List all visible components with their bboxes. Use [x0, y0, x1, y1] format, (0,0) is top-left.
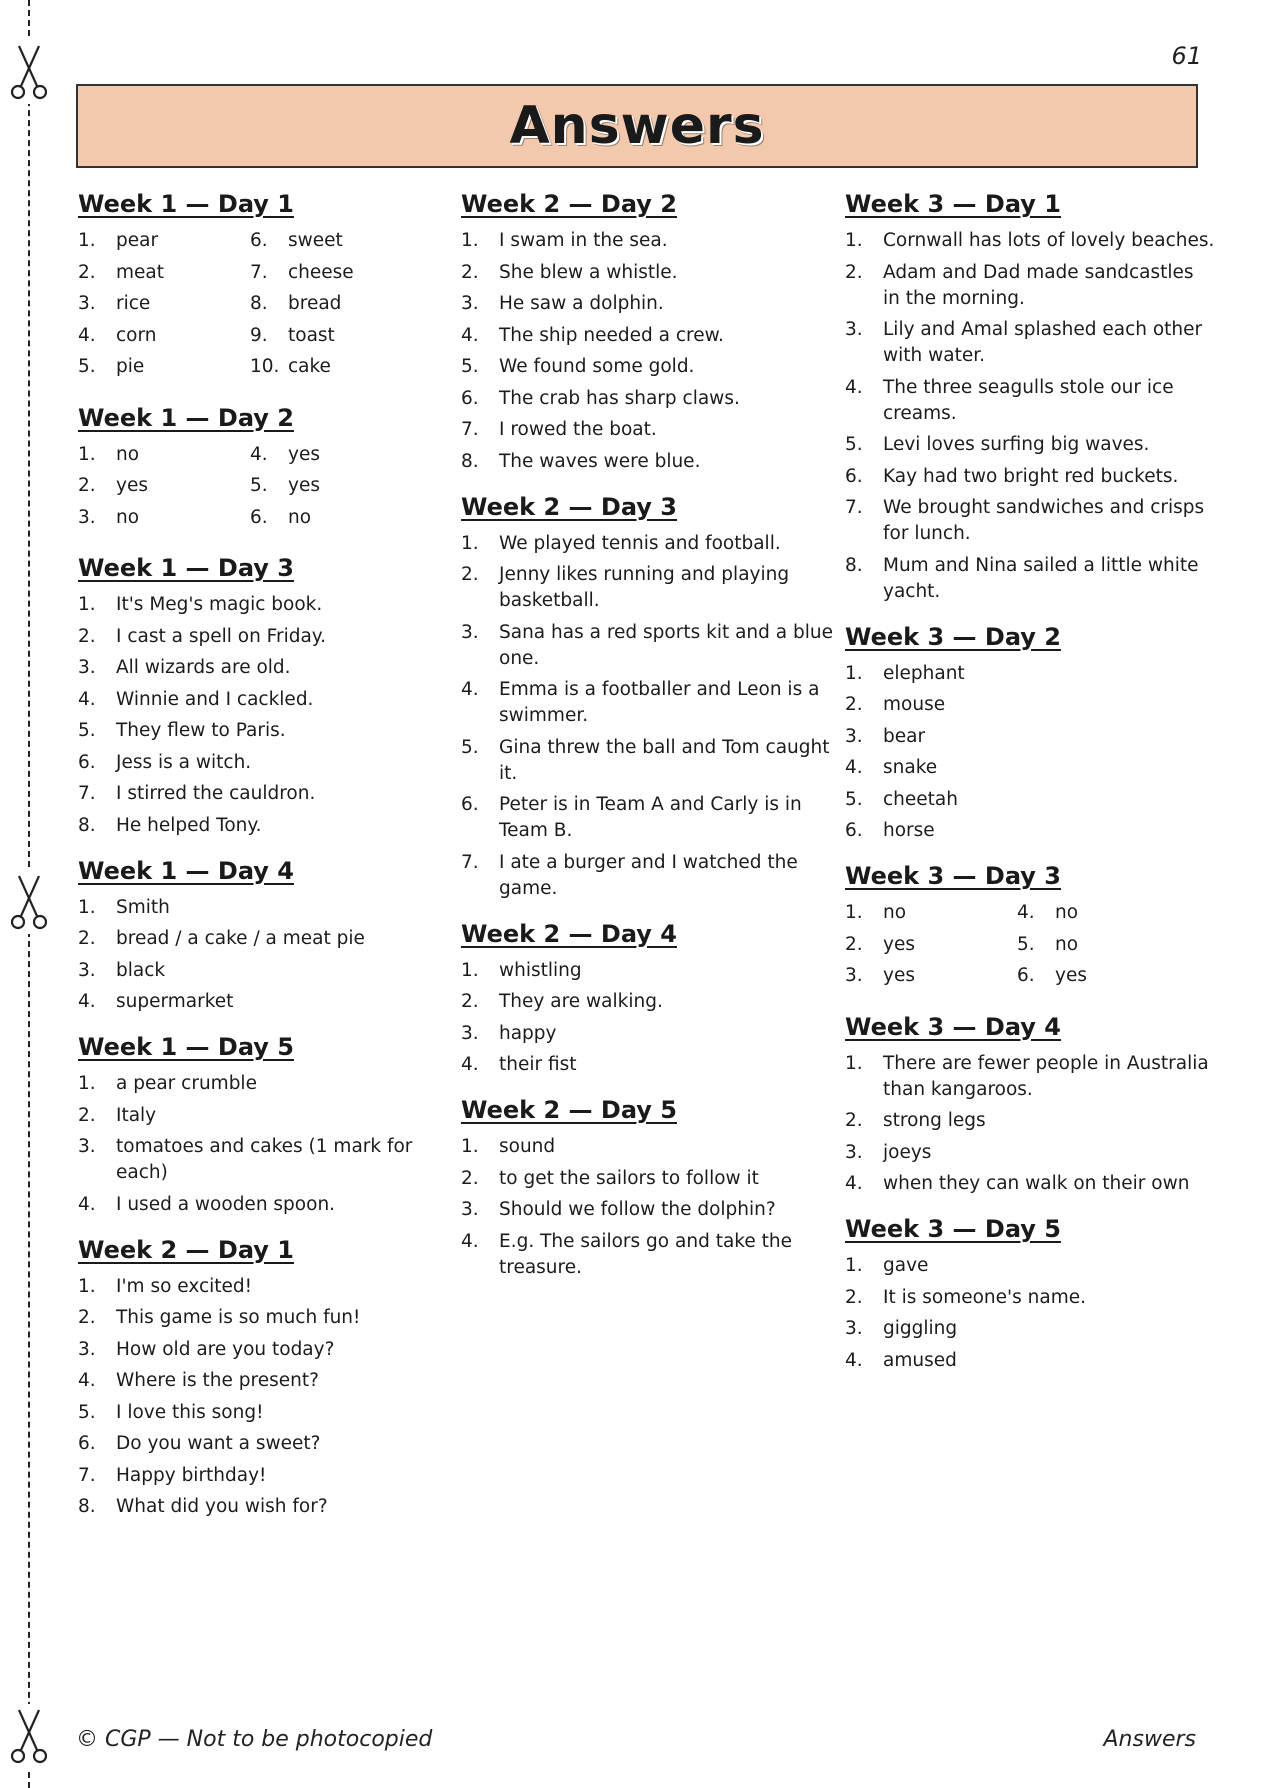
section-week3-day4 — [845, 1013, 1215, 1198]
answer-item: 1. I'm so excited! — [78, 1275, 253, 1297]
answer-item: 9. toast — [250, 324, 335, 346]
answer-item: 3. black — [78, 959, 166, 981]
answer-item: 4. The three seagulls stole our ice creams. — [845, 376, 1174, 424]
answer-item: 1. a pear crumble — [78, 1073, 257, 1094]
section-week1-day2 — [78, 404, 448, 537]
answer-item: 4. Where is the present? — [78, 1370, 319, 1391]
answer-item: 3. He saw a dolphin. — [461, 293, 664, 314]
answer-list — [461, 228, 841, 475]
answer-item: 7. We brought sandwiches and crisps for lunch. — [845, 497, 1205, 544]
answer-item: 6. The crab has sharp claws. — [461, 387, 740, 409]
answer-item: 2. meat — [78, 261, 164, 283]
answer-item: 1. pear — [78, 230, 159, 251]
section-week3-day2 — [845, 623, 1215, 845]
answer-list — [78, 592, 448, 839]
column-2 — [461, 190, 841, 1299]
answer-item: 1. gave — [845, 1255, 929, 1276]
answer-item: 2. I cast a spell on Friday. — [78, 625, 326, 647]
answer-item: 1. Smith — [78, 896, 170, 918]
answer-item: 7. cheese — [250, 261, 354, 283]
section-week3-day3 — [845, 862, 1215, 995]
answer-item: 4. supermarket — [78, 991, 234, 1012]
answer-item: 1. There are fewer people in Australia than kangaroos. — [845, 1052, 1209, 1100]
section-week1-day3 — [78, 554, 448, 839]
answer-item: 2. Italy — [78, 1104, 157, 1126]
column-1 — [78, 190, 448, 1538]
answer-item: 3. tomatoes and cakes (1 mark for each) — [78, 1136, 413, 1183]
section-heading: Week 3 — Day 4 — [845, 1012, 1061, 1041]
answer-item: 8. bread — [250, 293, 342, 314]
page-number: 61 — [1171, 42, 1202, 70]
answer-item: 1. whistling — [461, 959, 582, 981]
answer-item: 6. yes — [1017, 965, 1087, 986]
answer-item: 3. bear — [845, 725, 926, 747]
answer-item: 8. Mum and Nina sailed a little white yacht. — [845, 554, 1199, 602]
answer-item: 3. joeys — [845, 1141, 932, 1163]
section-heading: Week 1 — Day 1 — [78, 190, 294, 218]
answer-list — [845, 661, 1215, 845]
answer-item: 1. I swam in the sea. — [461, 230, 668, 251]
answer-item: 6. no — [250, 506, 312, 528]
answer-item: 2. mouse — [845, 694, 946, 715]
answer-item: 6. Do you want a sweet? — [78, 1433, 321, 1454]
answer-item: 6. horse — [845, 820, 935, 841]
answer-item: 10. cake — [250, 356, 331, 377]
answer-item: 8. He helped Tony. — [78, 814, 262, 836]
answer-item: 2. This game is so much fun! — [78, 1307, 361, 1328]
section-heading: Week 1 — Day 2 — [78, 403, 294, 432]
section-week3-day5 — [845, 1215, 1215, 1374]
section-heading: Week 2 — Day 5 — [461, 1096, 677, 1124]
answer-item: 2. bread / a cake / a meat pie — [78, 928, 365, 949]
answer-list — [78, 895, 448, 1016]
answer-list-right — [1017, 900, 1189, 995]
answer-list — [461, 958, 841, 1079]
answer-item: 5. We found some gold. — [461, 356, 695, 377]
answer-item: 2. They are walking. — [461, 991, 663, 1012]
answer-item: 5. yes — [250, 475, 320, 496]
answer-item: 7. Happy birthday! — [78, 1464, 267, 1486]
section-heading: Week 2 — Day 4 — [461, 919, 677, 948]
column-3 — [845, 190, 1215, 1392]
answer-item: 7. I rowed the boat. — [461, 419, 657, 440]
answer-list-left — [78, 228, 250, 386]
section-week2-day2 — [461, 190, 841, 475]
section-heading: Week 1 — Day 5 — [78, 1033, 294, 1061]
answer-item: 3. rice — [78, 293, 151, 314]
answer-item: 5. Gina threw the ball and Tom caught it. — [461, 736, 830, 784]
answer-item: 1. elephant — [845, 662, 965, 684]
answer-item: 2. yes — [845, 933, 915, 955]
footer-section-label: Answers — [1103, 1727, 1196, 1752]
answer-item: 3. giggling — [845, 1318, 958, 1339]
answer-grid — [78, 442, 448, 537]
answer-item: 7. I ate a burger and I watched the game. — [461, 851, 798, 899]
answer-item: 4. amused — [845, 1349, 957, 1371]
answer-item: 4. E.g. The sailors go and take the treasure. — [461, 1230, 792, 1278]
page-title: Answers — [509, 96, 765, 156]
answer-item: 6. Kay had two bright red buckets. — [845, 465, 1179, 487]
answer-item: 2. She blew a whistle. — [461, 261, 678, 283]
section-heading: Week 1 — Day 3 — [78, 554, 294, 582]
section-week1-day4 — [78, 857, 448, 1016]
section-heading: Week 1 — Day 4 — [78, 856, 294, 885]
section-week1-day1 — [78, 190, 448, 386]
answer-item: 4. snake — [845, 757, 938, 778]
answer-list — [845, 1253, 1215, 1374]
answer-list-left — [845, 900, 1017, 995]
answer-item: 6. Jess is a witch. — [78, 751, 252, 773]
scissors-icon — [9, 1704, 49, 1768]
answer-item: 2. strong legs — [845, 1110, 986, 1131]
answer-item: 6. Peter is in Team A and Carly is in Team B. — [461, 794, 802, 841]
answer-item: 3. Should we follow the dolphin? — [461, 1199, 776, 1220]
footer-copyright: © CGP — Not to be photocopied — [76, 1727, 433, 1752]
answer-item: 1. It's Meg's magic book. — [78, 594, 323, 615]
answer-item: 5. I love this song! — [78, 1401, 264, 1423]
section-heading: Week 3 — Day 1 — [845, 190, 1061, 218]
answer-item: 5. Levi loves surfing big waves. — [845, 434, 1150, 455]
section-heading: Week 2 — Day 1 — [78, 1235, 294, 1264]
answer-item: 2. to get the sailors to follow it — [461, 1167, 759, 1189]
answer-item: 2. Adam and Dad made sandcastles in the morning. — [845, 261, 1194, 309]
answer-item: 4. Winnie and I cackled. — [78, 688, 314, 710]
answer-item: 1. sound — [461, 1136, 556, 1157]
answer-item: 3. Sana has a red sports kit and a blue one. — [461, 621, 833, 669]
answer-list — [845, 1051, 1215, 1198]
answer-item: 4. I used a wooden spoon. — [78, 1193, 336, 1215]
answer-grid — [845, 900, 1215, 995]
answer-item: 3. How old are you today? — [78, 1338, 335, 1360]
answer-item: 4. corn — [78, 324, 157, 346]
answer-item: 5. no — [1017, 933, 1079, 955]
answer-item: 5. cheetah — [845, 788, 958, 810]
section-week2-day1 — [78, 1236, 448, 1521]
answer-item: 1. Cornwall has lots of lovely beaches. — [845, 230, 1215, 251]
answer-list-left — [78, 442, 250, 537]
answer-item: 8. What did you wish for? — [78, 1496, 328, 1517]
answer-list — [461, 1134, 841, 1281]
section-heading: Week 2 — Day 2 — [461, 190, 677, 218]
title-banner — [76, 84, 1198, 168]
answer-item: 3. happy — [461, 1022, 557, 1044]
section-week1-day5 — [78, 1033, 448, 1218]
answer-item: 4. The ship needed a crew. — [461, 324, 724, 346]
section-heading: Week 3 — Day 5 — [845, 1215, 1061, 1243]
answer-list — [78, 1071, 448, 1218]
answer-item: 1. no — [845, 902, 907, 923]
section-heading: Week 3 — Day 2 — [845, 622, 1061, 651]
answer-item: 2. It is someone's name. — [845, 1286, 1086, 1308]
answer-item: 8. The waves were blue. — [461, 450, 701, 472]
answer-item: 3. Lily and Amal splashed each other with water. — [845, 319, 1203, 366]
answer-item: 3. no — [78, 506, 140, 528]
answer-list-right — [250, 442, 422, 537]
section-heading: Week 3 — Day 3 — [845, 862, 1061, 890]
section-heading: Week 2 — Day 3 — [461, 492, 677, 521]
answer-item: 1. no — [78, 443, 140, 465]
answer-list — [845, 228, 1215, 605]
answer-item: 2. Jenny likes running and playing basketball. — [461, 564, 790, 611]
section-week3-day1 — [845, 190, 1215, 605]
answer-item: 2. yes — [78, 475, 148, 496]
section-week2-day3 — [461, 493, 841, 902]
answer-list-right — [250, 228, 422, 386]
answer-item: 5. They flew to Paris. — [78, 720, 286, 741]
answer-item: 4. Emma is a footballer and Leon is a swimmer. — [461, 679, 820, 726]
section-week2-day5 — [461, 1096, 841, 1281]
answer-list — [461, 531, 841, 902]
section-week2-day4 — [461, 920, 841, 1079]
scissors-icon — [9, 40, 49, 104]
answer-item: 4. their fist — [461, 1054, 577, 1075]
answer-item: 6. sweet — [250, 230, 343, 251]
answer-list — [78, 1274, 448, 1521]
answer-item: 4. when they can walk on their own — [845, 1173, 1190, 1194]
answer-item: 3. yes — [845, 965, 915, 986]
answer-item: 5. pie — [78, 356, 145, 377]
answer-item: 7. I stirred the cauldron. — [78, 783, 316, 804]
answer-item: 4. yes — [250, 443, 320, 465]
scissors-icon — [9, 870, 49, 934]
answer-item: 3. All wizards are old. — [78, 657, 291, 678]
answer-item: 4. no — [1017, 902, 1079, 923]
answer-grid — [78, 228, 448, 386]
answer-item: 1. We played tennis and football. — [461, 532, 781, 554]
